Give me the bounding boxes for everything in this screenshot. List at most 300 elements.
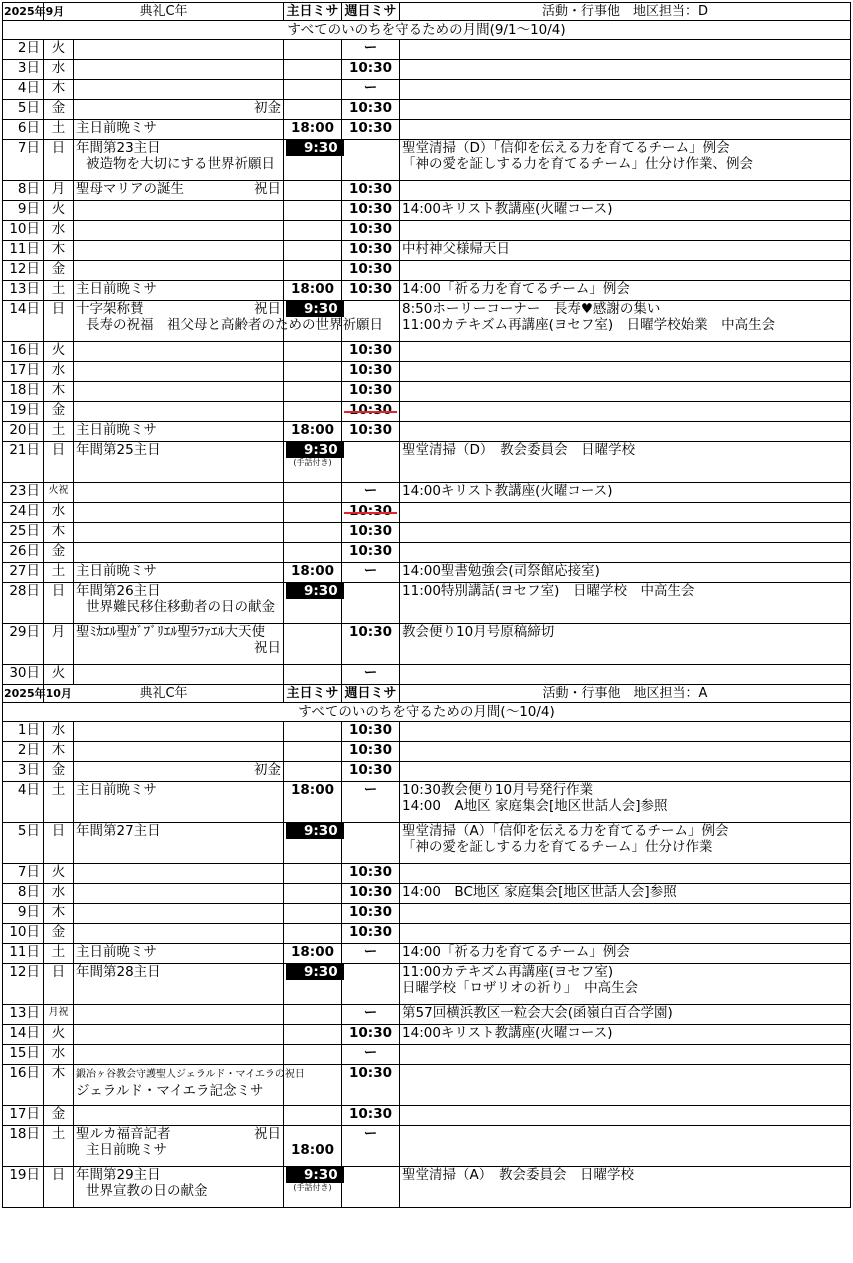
activity-cell bbox=[400, 483, 851, 503]
weekday-mass-time: 10:30 bbox=[349, 241, 392, 257]
date-cell bbox=[3, 924, 44, 944]
liturgy-cell bbox=[74, 221, 284, 241]
date-label: 12日 bbox=[9, 261, 40, 277]
weekday-mass-cell bbox=[342, 762, 400, 782]
weekday-cell bbox=[44, 402, 74, 422]
weekday-mass-cell bbox=[342, 40, 400, 60]
sunday-mass-cell bbox=[284, 1045, 342, 1065]
table-row bbox=[3, 80, 851, 100]
sunday-mass-time: 18:00 bbox=[291, 1142, 334, 1158]
liturgy-cell bbox=[74, 241, 284, 261]
feast-rank: 初金 bbox=[254, 100, 282, 116]
table-row bbox=[3, 100, 851, 120]
weekday-cell bbox=[44, 523, 74, 543]
activity-cell bbox=[400, 140, 851, 181]
liturgy-title: 主日前晩ミサ bbox=[76, 782, 157, 798]
weekday-mass-cell bbox=[342, 120, 400, 140]
weekday-mass-time: ー bbox=[363, 1005, 378, 1021]
weekday-mass-time: 10:30 bbox=[349, 100, 392, 116]
weekday-mass-time: ー bbox=[363, 944, 378, 960]
weekday-mass-cell bbox=[342, 140, 400, 181]
weekday-mass-header: 週日ミサ bbox=[342, 3, 400, 21]
activity-line: 14:00 BC地区 家庭集会[地区世話人会]参照 bbox=[402, 884, 677, 900]
sunday-mass-time: 18:00 bbox=[291, 281, 334, 297]
weekday-label: 木 bbox=[51, 904, 66, 920]
table-row bbox=[3, 281, 851, 301]
table-row bbox=[3, 60, 851, 80]
header-row bbox=[3, 685, 851, 703]
activity-line-2: 日曜学校「ロザリオの祈り」 中高生会 bbox=[402, 980, 639, 996]
date-label: 2日 bbox=[17, 40, 40, 56]
activity-cell bbox=[400, 1126, 851, 1167]
weekday-label: 金 bbox=[51, 762, 66, 778]
date-cell bbox=[3, 181, 44, 201]
liturgy-cell bbox=[74, 382, 284, 402]
sunday-mass-cell bbox=[284, 665, 342, 685]
date-cell bbox=[3, 1065, 44, 1106]
date-label: 6日 bbox=[17, 120, 40, 136]
sunday-mass-time: 18:00 bbox=[291, 944, 334, 960]
liturgy-cell bbox=[74, 543, 284, 563]
weekday-label: 金 bbox=[51, 1106, 66, 1122]
date-label: 4日 bbox=[17, 80, 40, 96]
weekday-cell bbox=[44, 924, 74, 944]
sunday-mass-time-highlight: 9:30 bbox=[286, 823, 344, 839]
liturgy-title: 年間第25主日 bbox=[76, 442, 161, 458]
weekday-mass-time: 10:30 bbox=[349, 362, 392, 378]
weekday-label: 火 bbox=[51, 864, 66, 880]
activity-cell bbox=[400, 944, 851, 964]
activity-cell bbox=[400, 624, 851, 665]
date-cell bbox=[3, 442, 44, 483]
weekday-mass-time: 10:30 bbox=[349, 742, 392, 758]
table-row bbox=[3, 342, 851, 362]
spacer bbox=[286, 1126, 339, 1142]
sunday-mass-cell bbox=[284, 442, 342, 483]
liturgy-cell bbox=[74, 1045, 284, 1065]
september-section bbox=[3, 3, 851, 685]
liturgy-title: 主日前晩ミサ bbox=[76, 281, 157, 297]
date-cell bbox=[3, 782, 44, 823]
date-cell bbox=[3, 1005, 44, 1025]
weekday-cell bbox=[44, 120, 74, 140]
weekday-mass-cell bbox=[342, 1025, 400, 1045]
table-row bbox=[3, 782, 851, 823]
date-label: 14日 bbox=[9, 1025, 40, 1041]
sunday-mass-cell bbox=[284, 261, 342, 281]
weekday-cell bbox=[44, 80, 74, 100]
weekday-mass-time: 10:30 bbox=[349, 523, 392, 539]
date-label: 13日 bbox=[9, 1005, 40, 1021]
liturgy-subtitle: 長寿の祝福 祖父母と高齢者のための世界祈願日 bbox=[86, 317, 383, 333]
weekday-cell bbox=[44, 904, 74, 924]
activity-line: 14:00キリスト教講座(火曜コース) bbox=[402, 483, 613, 499]
weekday-mass-cell bbox=[342, 864, 400, 884]
weekday-cell bbox=[44, 1045, 74, 1065]
weekday-mass-cell bbox=[342, 60, 400, 80]
weekday-label: 木 bbox=[51, 241, 66, 257]
date-label: 19日 bbox=[9, 1167, 40, 1183]
weekday-label: 火 bbox=[51, 342, 66, 358]
table-row bbox=[3, 120, 851, 140]
date-cell bbox=[3, 964, 44, 1005]
liturgy-title: 年間第28主日 bbox=[76, 964, 161, 980]
liturgy-subtitle: 世界宣教の日の献金 bbox=[86, 1183, 208, 1199]
weekday-mass-cell bbox=[342, 422, 400, 442]
sunday-mass-cell bbox=[284, 1167, 342, 1208]
table-row bbox=[3, 1106, 851, 1126]
activity-cell bbox=[400, 80, 851, 100]
activity-cell bbox=[400, 503, 851, 523]
weekday-label: 土 bbox=[51, 281, 66, 297]
table-row bbox=[3, 181, 851, 201]
weekday-cell bbox=[44, 442, 74, 483]
liturgy-cell bbox=[74, 362, 284, 382]
sunday-mass-cell bbox=[284, 402, 342, 422]
weekday-cell bbox=[44, 944, 74, 964]
date-label: 7日 bbox=[17, 864, 40, 880]
activity-line: 聖堂清掃（A） 教会委員会 日曜学校 bbox=[402, 1167, 635, 1183]
liturgy-cell bbox=[74, 924, 284, 944]
activity-cell bbox=[400, 1167, 851, 1208]
activity-cell bbox=[400, 221, 851, 241]
sunday-mass-cell bbox=[284, 1005, 342, 1025]
weekday-cell bbox=[44, 342, 74, 362]
activity-cell bbox=[400, 884, 851, 904]
weekday-mass-cell bbox=[342, 382, 400, 402]
date-label: 10日 bbox=[9, 924, 40, 940]
date-label: 11日 bbox=[9, 944, 40, 960]
weekday-mass-time: 10:30 bbox=[349, 722, 392, 738]
sunday-mass-time: 18:00 bbox=[291, 120, 334, 136]
weekday-cell bbox=[44, 782, 74, 823]
date-cell bbox=[3, 382, 44, 402]
liturgy-cell bbox=[74, 442, 284, 483]
sunday-mass-cell bbox=[284, 944, 342, 964]
table-row bbox=[3, 1065, 851, 1106]
activity-cell bbox=[400, 201, 851, 221]
table-row bbox=[3, 422, 851, 442]
table-row bbox=[3, 140, 851, 181]
date-cell bbox=[3, 221, 44, 241]
activity-line: 14:00キリスト教講座(火曜コース) bbox=[402, 1025, 613, 1041]
weekday-mass-time: 10:30 bbox=[349, 762, 392, 778]
weekday-mass-cell bbox=[342, 1126, 400, 1167]
liturgy-subtitle: 主日前晩ミサ bbox=[86, 1142, 167, 1158]
sunday-mass-time-highlight: 9:30 bbox=[286, 964, 344, 980]
weekday-mass-cell bbox=[342, 80, 400, 100]
sunday-mass-header: 主日ミサ bbox=[284, 3, 342, 21]
weekday-cell bbox=[44, 1106, 74, 1126]
date-cell bbox=[3, 60, 44, 80]
weekday-mass-cell bbox=[342, 181, 400, 201]
weekday-mass-cell bbox=[342, 563, 400, 583]
liturgy-cell bbox=[74, 964, 284, 1005]
activity-cell bbox=[400, 1025, 851, 1045]
rite-year-header: 典礼C年 bbox=[44, 3, 284, 21]
date-cell bbox=[3, 722, 44, 742]
date-label: 25日 bbox=[9, 523, 40, 539]
table-row bbox=[3, 563, 851, 583]
weekday-mass-cell bbox=[342, 402, 400, 422]
date-label: 16日 bbox=[9, 342, 40, 358]
liturgy-cell bbox=[74, 80, 284, 100]
table-row bbox=[3, 221, 851, 241]
liturgy-title: 主日前晩ミサ bbox=[76, 422, 157, 438]
weekday-mass-time: 10:30 bbox=[349, 624, 392, 640]
date-label: 28日 bbox=[9, 583, 40, 599]
sunday-mass-cell bbox=[284, 221, 342, 241]
date-label: 8日 bbox=[17, 884, 40, 900]
weekday-cell bbox=[44, 823, 74, 864]
date-cell bbox=[3, 904, 44, 924]
weekday-mass-time: ー bbox=[363, 782, 378, 798]
date-cell bbox=[3, 944, 44, 964]
liturgy-cell bbox=[74, 140, 284, 181]
sunday-mass-header: 主日ミサ bbox=[284, 685, 342, 703]
liturgy-title: 年間第29主日 bbox=[76, 1167, 161, 1183]
sunday-mass-cell bbox=[284, 281, 342, 301]
weekday-mass-time: ー bbox=[363, 563, 378, 579]
activity-cell bbox=[400, 823, 851, 864]
weekday-cell bbox=[44, 742, 74, 762]
date-label: 18日 bbox=[9, 1126, 40, 1142]
weekday-cell bbox=[44, 1065, 74, 1106]
activity-cell bbox=[400, 543, 851, 563]
sunday-mass-cell bbox=[284, 583, 342, 624]
liturgy-cell bbox=[74, 1005, 284, 1025]
sunday-mass-cell bbox=[284, 762, 342, 782]
activity-line: 10:30教会便り10月号発行作業 bbox=[402, 782, 594, 798]
weekday-mass-cell bbox=[342, 543, 400, 563]
weekday-label: 金 bbox=[51, 100, 66, 116]
liturgy-cell bbox=[74, 1106, 284, 1126]
table-row bbox=[3, 964, 851, 1005]
weekday-mass-cell bbox=[342, 201, 400, 221]
weekday-mass-cell bbox=[342, 904, 400, 924]
table-row bbox=[3, 1025, 851, 1045]
liturgy-title: 年間第23主日 bbox=[76, 140, 161, 156]
weekday-label: 土 bbox=[51, 782, 66, 798]
weekday-mass-time: 10:30 bbox=[349, 543, 392, 559]
date-label: 5日 bbox=[17, 823, 40, 839]
weekday-cell bbox=[44, 1126, 74, 1167]
liturgy-cell bbox=[74, 100, 284, 120]
banner-row bbox=[3, 703, 851, 722]
weekday-mass-time: 10:30 bbox=[349, 120, 392, 136]
liturgy-title: 十字架称賛 bbox=[76, 301, 144, 317]
liturgy-title: 主日前晩ミサ bbox=[76, 563, 157, 579]
date-cell bbox=[3, 483, 44, 503]
date-cell bbox=[3, 140, 44, 181]
date-label: 15日 bbox=[9, 1045, 40, 1061]
weekday-mass-cell bbox=[342, 1167, 400, 1208]
activity-cell bbox=[400, 40, 851, 60]
table-row bbox=[3, 523, 851, 543]
sunday-mass-cell bbox=[284, 722, 342, 742]
liturgy-cell bbox=[74, 583, 284, 624]
weekday-mass-time: 10:30 bbox=[349, 382, 392, 398]
feast-rank: 初金 bbox=[254, 762, 282, 778]
sunday-mass-cell bbox=[284, 523, 342, 543]
weekday-cell bbox=[44, 543, 74, 563]
weekday-mass-cell bbox=[342, 442, 400, 483]
liturgy-cell bbox=[74, 261, 284, 281]
date-label: 3日 bbox=[17, 60, 40, 76]
sunday-mass-cell bbox=[284, 483, 342, 503]
weekday-cell bbox=[44, 100, 74, 120]
date-cell bbox=[3, 543, 44, 563]
liturgy-cell bbox=[74, 1126, 284, 1167]
liturgy-cell bbox=[74, 60, 284, 80]
weekday-cell bbox=[44, 301, 74, 342]
table-row bbox=[3, 1167, 851, 1208]
liturgy-cell bbox=[74, 1167, 284, 1208]
liturgy-cell bbox=[74, 722, 284, 742]
weekday-mass-cell bbox=[342, 1005, 400, 1025]
date-label: 26日 bbox=[9, 543, 40, 559]
weekday-cell bbox=[44, 624, 74, 665]
weekday-mass-cell bbox=[342, 624, 400, 665]
liturgy-cell bbox=[74, 823, 284, 864]
sunday-mass-cell bbox=[284, 382, 342, 402]
activity-line-2: 14:00 A地区 家庭集会[地区世話人会]参照 bbox=[402, 798, 668, 814]
date-label: 27日 bbox=[9, 563, 40, 579]
activity-cell bbox=[400, 1065, 851, 1106]
activity-header: 活動・行事他 地区担当：A bbox=[400, 685, 851, 703]
weekday-cell bbox=[44, 1167, 74, 1208]
weekday-label: 水 bbox=[51, 1045, 66, 1061]
sunday-mass-cell bbox=[284, 1106, 342, 1126]
activity-line: 聖堂清掃（D） 教会委員会 日曜学校 bbox=[402, 442, 636, 458]
date-label: 24日 bbox=[9, 503, 40, 519]
date-cell bbox=[3, 742, 44, 762]
weekday-mass-cell bbox=[342, 924, 400, 944]
weekday-label: 木 bbox=[51, 523, 66, 539]
weekday-mass-time: ー bbox=[363, 665, 378, 681]
activity-line: 14:00キリスト教講座(火曜コース) bbox=[402, 201, 613, 217]
activity-cell bbox=[400, 442, 851, 483]
date-label: 23日 bbox=[9, 483, 40, 499]
weekday-label: 火 bbox=[51, 665, 66, 681]
activity-cell bbox=[400, 120, 851, 140]
table-row bbox=[3, 402, 851, 422]
weekday-cell bbox=[44, 181, 74, 201]
table-row bbox=[3, 823, 851, 864]
activity-cell bbox=[400, 782, 851, 823]
weekday-mass-cell bbox=[342, 1065, 400, 1106]
weekday-cell bbox=[44, 762, 74, 782]
sunday-mass-cell bbox=[284, 362, 342, 382]
weekday-label: 木 bbox=[51, 80, 66, 96]
weekday-mass-cell bbox=[342, 964, 400, 1005]
date-cell bbox=[3, 665, 44, 685]
weekday-label: 日 bbox=[51, 442, 66, 458]
weekday-mass-cell bbox=[342, 1045, 400, 1065]
liturgy-cell bbox=[74, 201, 284, 221]
sunday-mass-time-highlight: 9:30 bbox=[286, 583, 344, 599]
date-label: 29日 bbox=[9, 624, 40, 640]
activity-line: 教会便り10月号原稿締切 bbox=[402, 624, 555, 640]
date-cell bbox=[3, 342, 44, 362]
weekday-mass-cell bbox=[342, 884, 400, 904]
sunday-mass-time: 18:00 bbox=[291, 782, 334, 798]
weekday-mass-cell bbox=[342, 722, 400, 742]
weekday-mass-time: 10:30 bbox=[349, 281, 392, 297]
liturgy-cell bbox=[74, 864, 284, 884]
weekday-label: 金 bbox=[51, 924, 66, 940]
weekday-mass-cell bbox=[342, 483, 400, 503]
weekday-label: 月祝 bbox=[48, 1007, 69, 1018]
weekday-mass-time: 10:30 bbox=[349, 181, 392, 197]
weekday-cell bbox=[44, 722, 74, 742]
date-cell bbox=[3, 422, 44, 442]
table-row bbox=[3, 362, 851, 382]
date-cell bbox=[3, 281, 44, 301]
weekday-cell bbox=[44, 60, 74, 80]
liturgy-subtitle: 世界難民移住移動者の日の献金 bbox=[86, 599, 275, 615]
table-row bbox=[3, 944, 851, 964]
weekday-label: 火祝 bbox=[48, 485, 69, 496]
weekday-cell bbox=[44, 1005, 74, 1025]
activity-cell bbox=[400, 904, 851, 924]
date-cell bbox=[3, 1167, 44, 1208]
date-label: 16日 bbox=[9, 1065, 40, 1081]
liturgy-cell bbox=[74, 944, 284, 964]
activity-line: 聖堂清掃（D）「信仰を伝える力を育てるチーム」例会 bbox=[402, 140, 730, 156]
weekday-mass-header: 週日ミサ bbox=[342, 685, 400, 703]
date-label: 1日 bbox=[17, 722, 40, 738]
sunday-mass-cell bbox=[284, 60, 342, 80]
activity-line: 8:50ホーリーコーナー 長寿♥感謝の集い bbox=[402, 301, 661, 317]
date-cell bbox=[3, 40, 44, 60]
date-cell bbox=[3, 583, 44, 624]
cancelled-weekday-mass-time: 10:30 bbox=[349, 503, 392, 519]
activity-cell bbox=[400, 1005, 851, 1025]
activity-cell bbox=[400, 563, 851, 583]
liturgy-cell bbox=[74, 563, 284, 583]
date-cell bbox=[3, 503, 44, 523]
table-row bbox=[3, 201, 851, 221]
weekday-cell bbox=[44, 281, 74, 301]
weekday-mass-cell bbox=[342, 342, 400, 362]
feast-rank: 祝日 bbox=[254, 301, 282, 317]
date-cell bbox=[3, 1126, 44, 1167]
date-cell bbox=[3, 80, 44, 100]
weekday-mass-time: 10:30 bbox=[349, 201, 392, 217]
liturgy-subtitle: ジェラルド・マイエラ記念ミサ bbox=[76, 1083, 264, 1099]
date-label: 2日 bbox=[17, 742, 40, 758]
weekday-mass-time: 10:30 bbox=[349, 261, 392, 277]
date-label: 9日 bbox=[17, 201, 40, 217]
table-row bbox=[3, 1126, 851, 1167]
weekday-label: 水 bbox=[51, 362, 66, 378]
weekday-cell bbox=[44, 665, 74, 685]
activity-cell bbox=[400, 665, 851, 685]
sunday-mass-cell bbox=[284, 181, 342, 201]
weekday-cell bbox=[44, 140, 74, 181]
activity-cell bbox=[400, 864, 851, 884]
liturgy-cell bbox=[74, 402, 284, 422]
weekday-label: 土 bbox=[51, 120, 66, 136]
liturgy-cell bbox=[74, 665, 284, 685]
weekday-label: 日 bbox=[51, 583, 66, 599]
activity-cell bbox=[400, 1106, 851, 1126]
weekday-cell bbox=[44, 483, 74, 503]
sunday-mass-cell bbox=[284, 80, 342, 100]
sunday-mass-cell bbox=[284, 241, 342, 261]
weekday-label: 水 bbox=[51, 503, 66, 519]
